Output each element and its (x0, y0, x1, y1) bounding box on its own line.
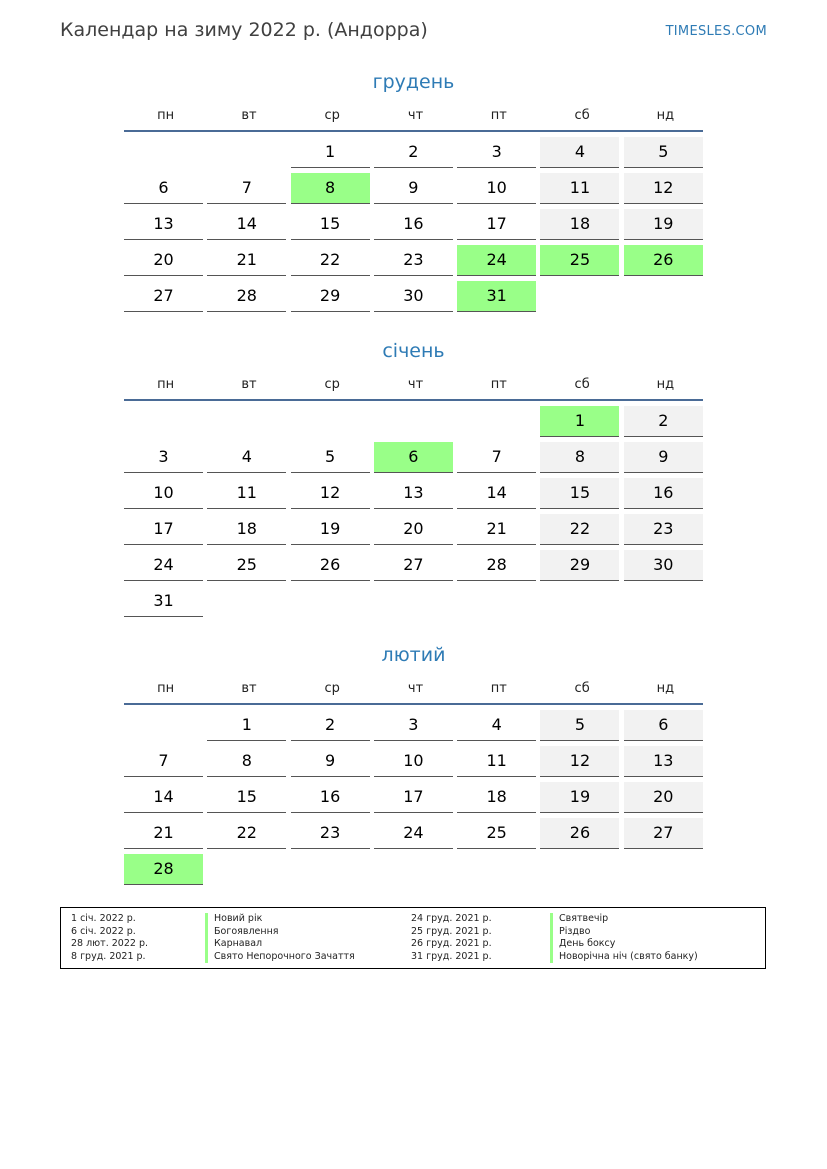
day-cell: 29 (291, 281, 370, 312)
legend-holiday-name: Новорічна ніч (свято банку) (550, 951, 698, 964)
empty-cell (124, 406, 203, 437)
weekday-label: пн (157, 108, 175, 123)
day-cell: 31 (124, 586, 203, 617)
day-cell: 21 (207, 245, 286, 276)
empty-cell (374, 406, 453, 437)
page-title: Календар на зиму 2022 р. (Андорра) (60, 19, 428, 41)
empty-cell (207, 406, 286, 437)
weekday-label: вт (241, 681, 257, 696)
day-cell: 1 (291, 137, 370, 168)
day-cell: 5 (624, 137, 703, 168)
day-cell: 26 (291, 550, 370, 581)
day-cell: 2 (291, 710, 370, 741)
day-grid (124, 406, 703, 617)
day-cell: 12 (540, 746, 619, 777)
weekday-label: сб (574, 681, 590, 696)
day-cell: 4 (457, 710, 536, 741)
holiday-day-cell: 25 (540, 245, 619, 276)
weekday-label: нд (656, 681, 675, 696)
month-name: січень (382, 340, 445, 362)
day-cell: 25 (207, 550, 286, 581)
day-cell: 11 (207, 478, 286, 509)
weekday-label: нд (656, 377, 675, 392)
legend-holiday-name: Святвечір (550, 913, 698, 926)
weekday-header (124, 105, 703, 130)
header-separator (124, 703, 703, 705)
day-cell: 8 (207, 746, 286, 777)
day-cell: 5 (540, 710, 619, 741)
site-link[interactable]: TIMESLES.COM (665, 24, 767, 39)
day-cell: 17 (124, 514, 203, 545)
day-cell: 26 (540, 818, 619, 849)
day-cell: 16 (291, 782, 370, 813)
day-cell: 19 (291, 514, 370, 545)
holiday-day-cell: 28 (124, 854, 203, 885)
weekday-label: пт (490, 108, 507, 123)
day-cell: 18 (207, 514, 286, 545)
weekday-label: вт (241, 377, 257, 392)
day-cell: 20 (124, 245, 203, 276)
day-cell: 7 (457, 442, 536, 473)
day-cell: 21 (124, 818, 203, 849)
day-cell: 29 (540, 550, 619, 581)
empty-cell (457, 406, 536, 437)
holiday-day-cell: 8 (291, 173, 370, 204)
day-cell: 4 (540, 137, 619, 168)
day-cell: 2 (374, 137, 453, 168)
legend-dates-right (411, 913, 492, 963)
legend-names-left (205, 913, 355, 963)
legend-date: 31 груд. 2021 р. (411, 950, 492, 962)
day-cell: 19 (540, 782, 619, 813)
day-cell: 11 (540, 173, 619, 204)
day-cell: 4 (207, 442, 286, 473)
day-cell: 13 (374, 478, 453, 509)
day-cell: 7 (207, 173, 286, 204)
weekday-label: чт (407, 681, 424, 696)
day-cell: 28 (457, 550, 536, 581)
weekday-label: ср (324, 681, 340, 696)
holiday-day-cell: 31 (457, 281, 536, 312)
weekday-label: вт (241, 108, 257, 123)
day-grid (124, 710, 703, 885)
weekday-label: чт (407, 377, 424, 392)
day-cell: 12 (624, 173, 703, 204)
day-cell: 13 (124, 209, 203, 240)
day-cell: 16 (624, 478, 703, 509)
day-cell: 20 (374, 514, 453, 545)
weekday-label: нд (656, 108, 675, 123)
day-cell: 9 (374, 173, 453, 204)
legend-date: 6 січ. 2022 р. (71, 925, 136, 937)
day-cell: 21 (457, 514, 536, 545)
day-cell: 23 (624, 514, 703, 545)
day-cell: 18 (540, 209, 619, 240)
month-name: лютий (381, 644, 446, 666)
day-cell: 14 (207, 209, 286, 240)
day-cell: 22 (207, 818, 286, 849)
empty-cell (124, 710, 203, 741)
weekday-label: сб (574, 377, 590, 392)
day-cell: 17 (374, 782, 453, 813)
header-separator (124, 399, 703, 401)
day-cell: 15 (207, 782, 286, 813)
legend-date: 28 лют. 2022 р. (71, 938, 148, 950)
empty-cell (207, 137, 286, 168)
day-cell: 30 (374, 281, 453, 312)
day-cell: 9 (624, 442, 703, 473)
day-cell: 24 (124, 550, 203, 581)
month-february (124, 641, 703, 885)
holiday-day-cell: 1 (540, 406, 619, 437)
day-cell: 3 (124, 442, 203, 473)
day-grid (124, 137, 703, 312)
day-cell: 23 (374, 245, 453, 276)
day-cell: 14 (457, 478, 536, 509)
day-cell: 8 (540, 442, 619, 473)
day-cell: 6 (124, 173, 203, 204)
weekday-label: ср (324, 108, 340, 123)
legend-date: 25 груд. 2021 р. (411, 925, 492, 937)
holiday-day-cell: 26 (624, 245, 703, 276)
day-cell: 3 (374, 710, 453, 741)
day-cell: 10 (124, 478, 203, 509)
day-cell: 19 (624, 209, 703, 240)
holiday-day-cell: 24 (457, 245, 536, 276)
day-cell: 17 (457, 209, 536, 240)
day-cell: 23 (291, 818, 370, 849)
weekday-label: сб (574, 108, 590, 123)
day-cell: 7 (124, 746, 203, 777)
legend-date: 1 січ. 2022 р. (71, 913, 136, 924)
day-cell: 18 (457, 782, 536, 813)
header-separator (124, 130, 703, 132)
legend-names-right (550, 913, 698, 963)
holiday-day-cell: 6 (374, 442, 453, 473)
day-cell: 15 (291, 209, 370, 240)
month-december (124, 68, 703, 312)
day-cell: 10 (374, 746, 453, 777)
day-cell: 6 (624, 710, 703, 741)
legend-holiday-name: Богоявлення (205, 926, 355, 939)
legend-date: 8 груд. 2021 р. (71, 950, 146, 962)
day-cell: 30 (624, 550, 703, 581)
day-cell: 14 (124, 782, 203, 813)
day-cell: 22 (540, 514, 619, 545)
month-name: грудень (372, 71, 455, 93)
weekday-header (124, 678, 703, 703)
day-cell: 11 (457, 746, 536, 777)
day-cell: 27 (374, 550, 453, 581)
day-cell: 1 (207, 710, 286, 741)
day-cell: 22 (291, 245, 370, 276)
day-cell: 28 (207, 281, 286, 312)
day-cell: 9 (291, 746, 370, 777)
day-cell: 15 (540, 478, 619, 509)
day-cell: 25 (457, 818, 536, 849)
day-cell: 12 (291, 478, 370, 509)
weekday-label: пт (490, 377, 507, 392)
empty-cell (291, 406, 370, 437)
day-cell: 16 (374, 209, 453, 240)
month-january (124, 337, 703, 617)
day-cell: 13 (624, 746, 703, 777)
legend-holiday-name: Свято Непорочного Зачаття (205, 951, 355, 964)
legend-holiday-name: День боксу (550, 938, 698, 951)
day-cell: 27 (624, 818, 703, 849)
weekday-header (124, 374, 703, 399)
day-cell: 3 (457, 137, 536, 168)
legend-holiday-name: Різдво (550, 926, 698, 939)
weekday-label: пн (157, 681, 175, 696)
holiday-legend (60, 907, 766, 969)
day-cell: 27 (124, 281, 203, 312)
weekday-label: пт (490, 681, 507, 696)
weekday-label: ср (324, 377, 340, 392)
weekday-label: чт (407, 108, 424, 123)
legend-date: 26 груд. 2021 р. (411, 938, 492, 950)
legend-holiday-name: Карнавал (205, 938, 355, 951)
day-cell: 5 (291, 442, 370, 473)
empty-cell (124, 137, 203, 168)
legend-date: 24 груд. 2021 р. (411, 913, 492, 924)
legend-dates-left (71, 913, 148, 963)
day-cell: 20 (624, 782, 703, 813)
day-cell: 10 (457, 173, 536, 204)
weekday-label: пн (157, 377, 175, 392)
legend-holiday-name: Новий рік (205, 913, 355, 926)
day-cell: 2 (624, 406, 703, 437)
day-cell: 24 (374, 818, 453, 849)
